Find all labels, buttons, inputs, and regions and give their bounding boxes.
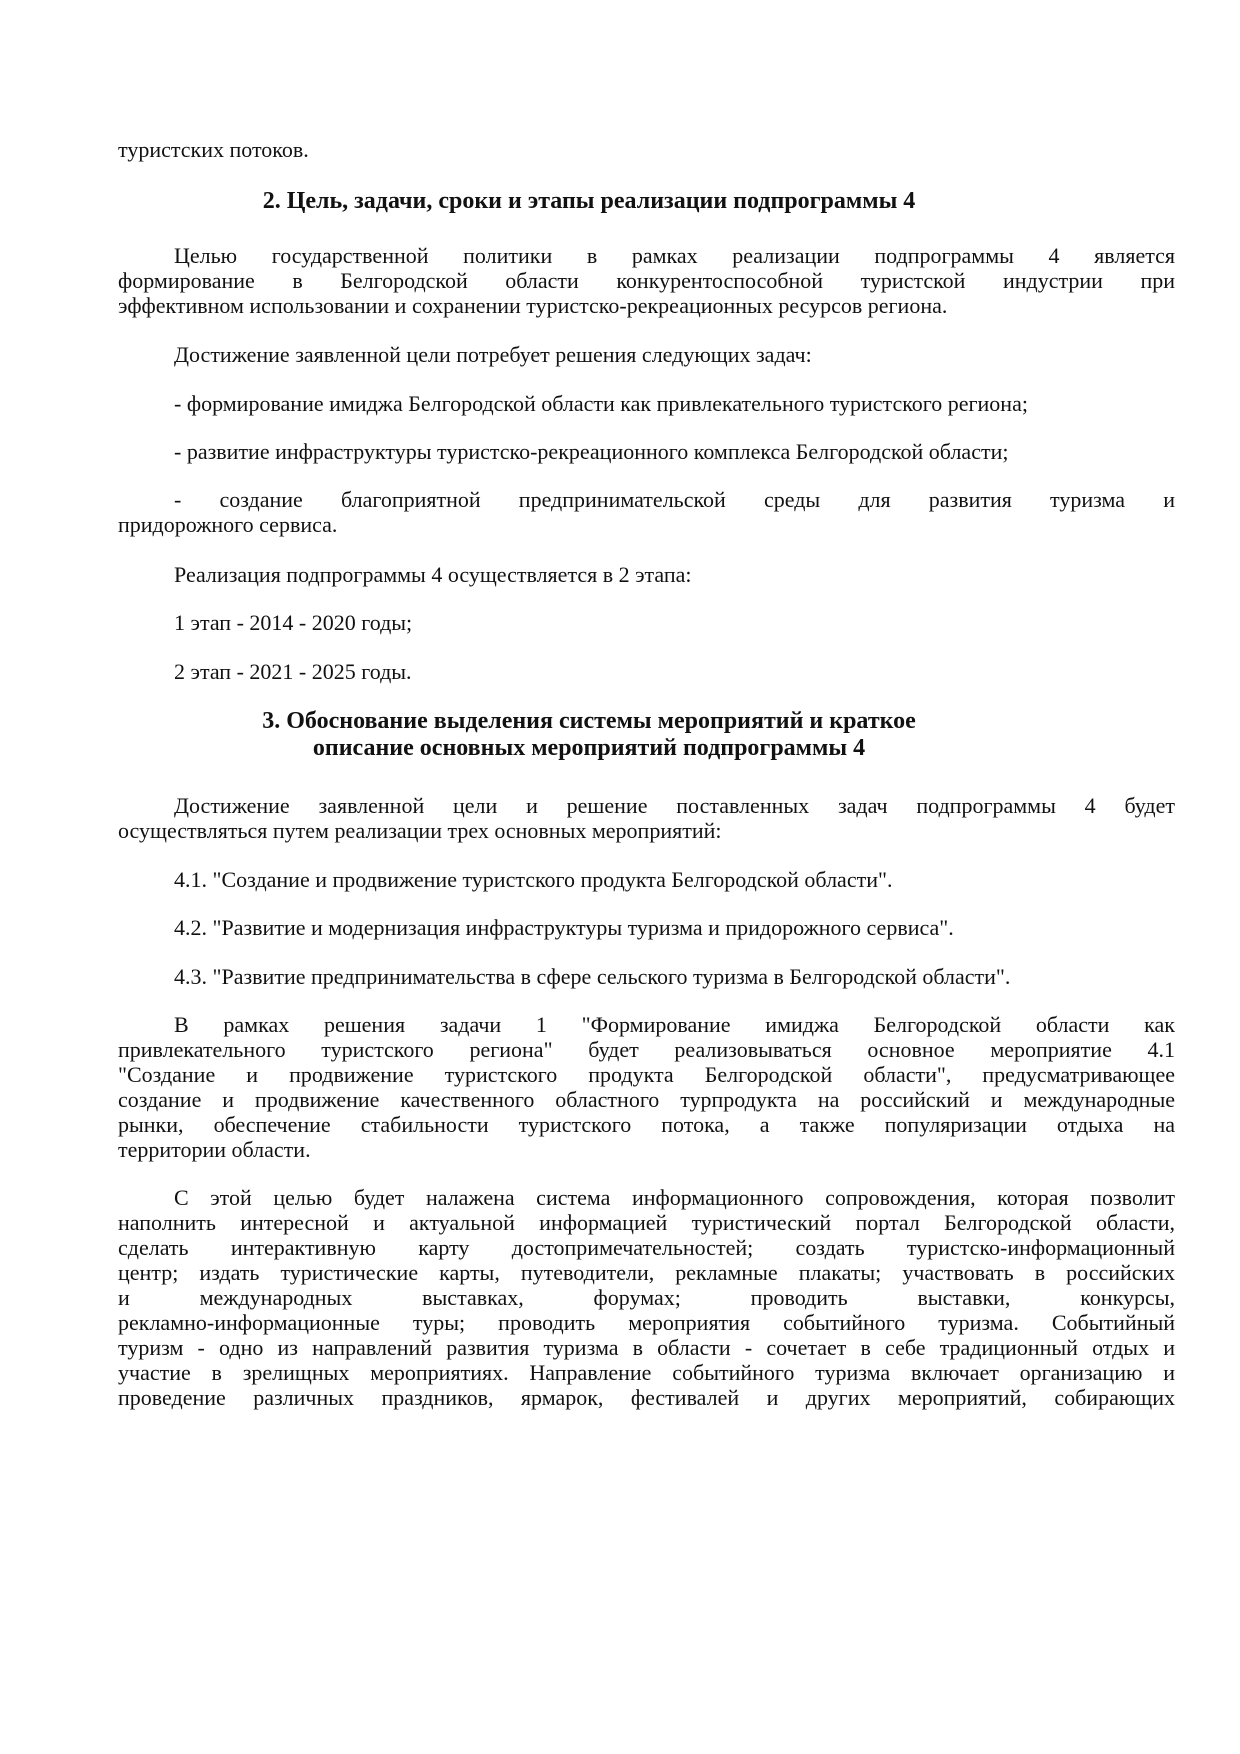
text-line: центр; издать туристические карты, путеводители, рекламные плакаты; участвовать в российских xyxy=(118,1260,1175,1285)
text-line: 4.2. "Развитие и модернизация инфраструктуры туризма и придорожного сервиса". xyxy=(174,915,954,940)
text-line: наполнить интересной и актуальной информацией туристический портал Белгородской области, xyxy=(118,1210,1175,1235)
text-line: Целью государственной политики в рамках реализации подпрограммы 4 является xyxy=(174,243,1175,268)
text-line: - формирование имиджа Белгородской области как привлекательного туристского региона; xyxy=(174,391,1028,416)
text-line: - создание благоприятной предпринимательской среды для развития туризма и xyxy=(174,487,1175,512)
stage-1 xyxy=(118,610,1175,635)
paragraph-info-support xyxy=(118,1185,1175,1410)
heading-section-2: 2. Цель, задачи, сроки и этапы реализации подпрограммы 4 xyxy=(262,188,916,214)
paragraph-goal xyxy=(118,243,1175,318)
stage-2 xyxy=(118,659,1175,684)
text-line: 4.3. "Развитие предпринимательства в сфере сельского туризма в Белгородской области". xyxy=(174,964,1011,989)
text-line: создание и продвижение качественного областного турпродукта на российский и международные xyxy=(118,1087,1175,1112)
task-1 xyxy=(118,391,1175,416)
text-line: проведение различных праздников, ярмарок, фестивалей и других мероприятий, собирающих xyxy=(118,1385,1175,1410)
text-line: туристских потоков. xyxy=(118,137,309,162)
task-3 xyxy=(118,487,1175,537)
text-line: 4.1. "Создание и продвижение туристского продукта Белгородской области". xyxy=(174,867,893,892)
text-line: 1 этап - 2014 - 2020 годы; xyxy=(174,610,413,635)
text-line: 2 этап - 2021 - 2025 годы. xyxy=(174,659,412,684)
text-line: Достижение заявленной цели и решение поставленных задач подпрограммы 4 будет xyxy=(174,793,1175,818)
paragraph-measures xyxy=(118,793,1175,843)
text-line: рынки, обеспечение стабильности туристского потока, а также популяризации отдыха на xyxy=(118,1112,1175,1137)
text-line: туризм - одно из направлений развития туризма в области - сочетает в себе традиционный отдых и xyxy=(118,1335,1175,1360)
intro-tail xyxy=(118,137,1175,162)
text-line: участие в зрелищных мероприятиях. Направление событийного туризма включает организацию и xyxy=(118,1360,1175,1385)
text-line: Достижение заявленной цели потребует решения следующих задач: xyxy=(174,342,812,367)
text-line: осуществляться путем реализации трех основных мероприятий: xyxy=(118,818,722,843)
text-line: С этой целью будет налажена система информационного сопровождения, которая позволит xyxy=(174,1185,1175,1210)
task-2 xyxy=(118,439,1175,464)
measure-4-1 xyxy=(118,867,1175,892)
measure-4-2 xyxy=(118,915,1175,940)
heading-line: описание основных мероприятий подпрограммы 4 xyxy=(312,735,866,761)
text-line: В рамках решения задачи 1 "Формирование имиджа Белгородской области как xyxy=(174,1012,1175,1037)
text-line: - развитие инфраструктуры туристско-рекреационного комплекса Белгородской области; xyxy=(174,439,1009,464)
heading-section-3 xyxy=(118,708,1060,762)
measure-4-3 xyxy=(118,964,1175,989)
text-line: "Создание и продвижение туристского продукта Белгородской области", предусматривающее xyxy=(118,1062,1175,1087)
text-line: сделать интерактивную карту достопримечательностей; создать туристско-информационный xyxy=(118,1235,1175,1260)
text-line: территории области. xyxy=(118,1137,311,1162)
text-line: и международных выставках, форумах; проводить выставки, конкурсы, xyxy=(118,1285,1175,1310)
heading-line: 3. Обоснование выделения системы мероприятий и краткое xyxy=(262,708,916,734)
text-line: привлекательного туристского региона" будет реализовываться основное мероприятие 4.1 xyxy=(118,1037,1175,1062)
paragraph-tasks-intro xyxy=(118,342,1175,367)
paragraph-task-1 xyxy=(118,1012,1175,1162)
text-line: Реализация подпрограммы 4 осуществляется в 2 этапа: xyxy=(174,562,692,587)
stages-intro xyxy=(118,562,1175,587)
text-line: формирование в Белгородской области конкурентоспособной туристской индустрии при xyxy=(118,268,1175,293)
text-line: придорожного сервиса. xyxy=(118,512,338,537)
text-line: эффективном использовании и сохранении туристско-рекреационных ресурсов региона. xyxy=(118,293,948,318)
text-line: рекламно-информационные туры; проводить мероприятия событийного туризма. Событийный xyxy=(118,1310,1175,1335)
